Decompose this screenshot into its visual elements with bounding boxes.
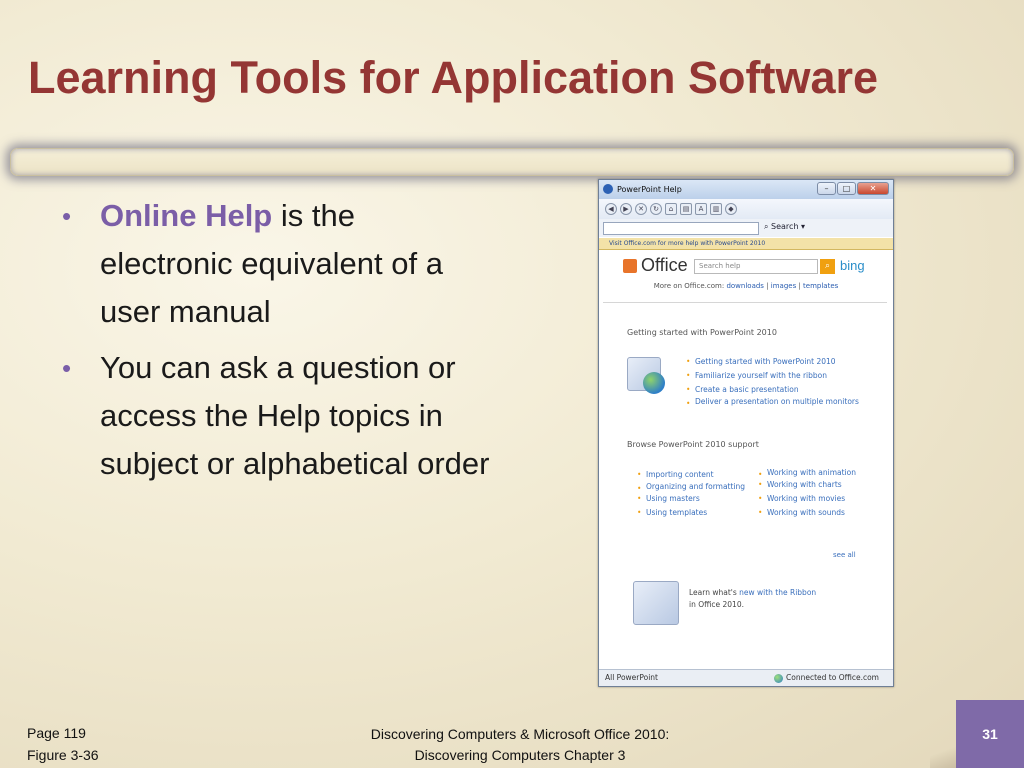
browse-heading: Browse PowerPoint 2010 support: [627, 440, 759, 449]
help-search-input[interactable]: [603, 222, 759, 235]
office-logo-icon: [623, 259, 637, 273]
book-icon[interactable]: ▥: [710, 203, 722, 215]
font-size-icon[interactable]: A: [695, 203, 707, 215]
getting-started-links: [686, 355, 866, 407]
link-templates[interactable]: templates: [803, 282, 839, 290]
help-search-row: [599, 219, 893, 237]
forward-icon[interactable]: ▶: [620, 203, 632, 215]
search-icon: ⌕: [764, 222, 769, 231]
close-icon[interactable]: ✕: [857, 182, 889, 195]
home-icon[interactable]: ⌂: [665, 203, 677, 215]
link-downloads[interactable]: downloads: [726, 282, 764, 290]
link-getting-started[interactable]: • Getting started with PowerPoint 2010: [686, 355, 866, 369]
search-go-icon[interactable]: ⌕: [820, 259, 835, 274]
getting-started-heading: Getting started with PowerPoint 2010: [627, 328, 777, 337]
more-on-office: More on Office.com: downloads | images | templates: [653, 282, 839, 290]
help-app-icon: [603, 184, 613, 194]
link-working-movies[interactable]: • Working with movies: [758, 492, 868, 506]
link-images[interactable]: images: [770, 282, 797, 290]
page-reference: Page 119: [27, 725, 86, 741]
pin-icon[interactable]: ◆: [725, 203, 737, 215]
link-working-sounds[interactable]: • Working with sounds: [758, 506, 868, 520]
help-toolbar: [599, 199, 893, 219]
bullet-text: You can ask a question or access the Help topics in subject or alphabetical order: [100, 350, 490, 481]
link-using-masters[interactable]: • Using masters: [637, 492, 747, 506]
office-brand-bar: [599, 252, 893, 302]
help-window-screenshot: [598, 179, 894, 687]
bullet-emphasis: Online Help: [100, 198, 273, 233]
browse-links-left: [637, 468, 747, 520]
footer-line-2: Discovering Computers Chapter 3: [414, 747, 626, 763]
browse-links-right: [758, 468, 868, 520]
bullet-item-online-help: [62, 192, 492, 336]
link-using-templates[interactable]: • Using templates: [637, 506, 747, 520]
link-importing-content[interactable]: • Importing content: [637, 468, 747, 482]
visit-office-bar[interactable]: Visit Office.com for more help with PowerPoint 2010: [599, 238, 893, 250]
stop-icon[interactable]: ✕: [635, 203, 647, 215]
help-content: [603, 302, 887, 670]
slide-title: Learning Tools for Application Software: [28, 52, 879, 103]
link-new-ribbon[interactable]: new with the Ribbon: [739, 588, 817, 597]
link-working-animation[interactable]: • Working with animation: [758, 468, 868, 478]
help-window-title: PowerPoint Help: [617, 185, 682, 194]
link-familiarize-ribbon[interactable]: • Familiarize yourself with the ribbon: [686, 369, 866, 383]
slide-number: 31: [956, 700, 1024, 768]
help-status-bar: [599, 669, 893, 686]
bullet-item-ask-question: [62, 344, 492, 488]
globe-icon: [643, 372, 665, 394]
back-icon[interactable]: ◀: [605, 203, 617, 215]
title-divider-bar: [10, 148, 1014, 176]
office-search-input[interactable]: Search help: [694, 259, 818, 274]
footer-line-1: Discovering Computers & Microsoft Office 2010:: [370, 726, 670, 742]
office-logo-text: Office: [641, 255, 688, 275]
maximize-icon[interactable]: □: [837, 182, 856, 195]
link-working-charts[interactable]: • Working with charts: [758, 478, 868, 492]
bing-logo: bing: [840, 258, 865, 273]
footer-course: [320, 724, 720, 766]
help-window-titlebar: [599, 180, 893, 199]
bullet-text: is the electronic equivalent of a user manual: [100, 198, 443, 329]
figure-reference: Figure 3-36: [27, 747, 99, 763]
minimize-icon[interactable]: –: [817, 182, 836, 195]
ribbon-image: [633, 581, 679, 625]
help-search-button[interactable]: ⌕ Search ▾: [764, 222, 806, 231]
print-icon[interactable]: ▤: [680, 203, 692, 215]
connection-icon: [774, 674, 783, 683]
status-scope[interactable]: All PowerPoint: [605, 673, 658, 682]
see-all-link[interactable]: see all: [833, 551, 856, 559]
bullet-list: [62, 192, 492, 496]
learn-ribbon-text: Learn what's new with the Ribbon in Office 2010.: [689, 588, 817, 609]
getting-started-image: [627, 357, 661, 391]
refresh-icon[interactable]: ↻: [650, 203, 662, 215]
link-deliver-presentation[interactable]: • Deliver a presentation on multiple monitors: [686, 397, 866, 407]
link-organizing-formatting[interactable]: • Organizing and formatting: [637, 482, 747, 492]
link-create-presentation[interactable]: • Create a basic presentation: [686, 383, 866, 397]
status-connection[interactable]: Connected to Office.com: [774, 670, 879, 686]
footer-references: [27, 722, 99, 766]
